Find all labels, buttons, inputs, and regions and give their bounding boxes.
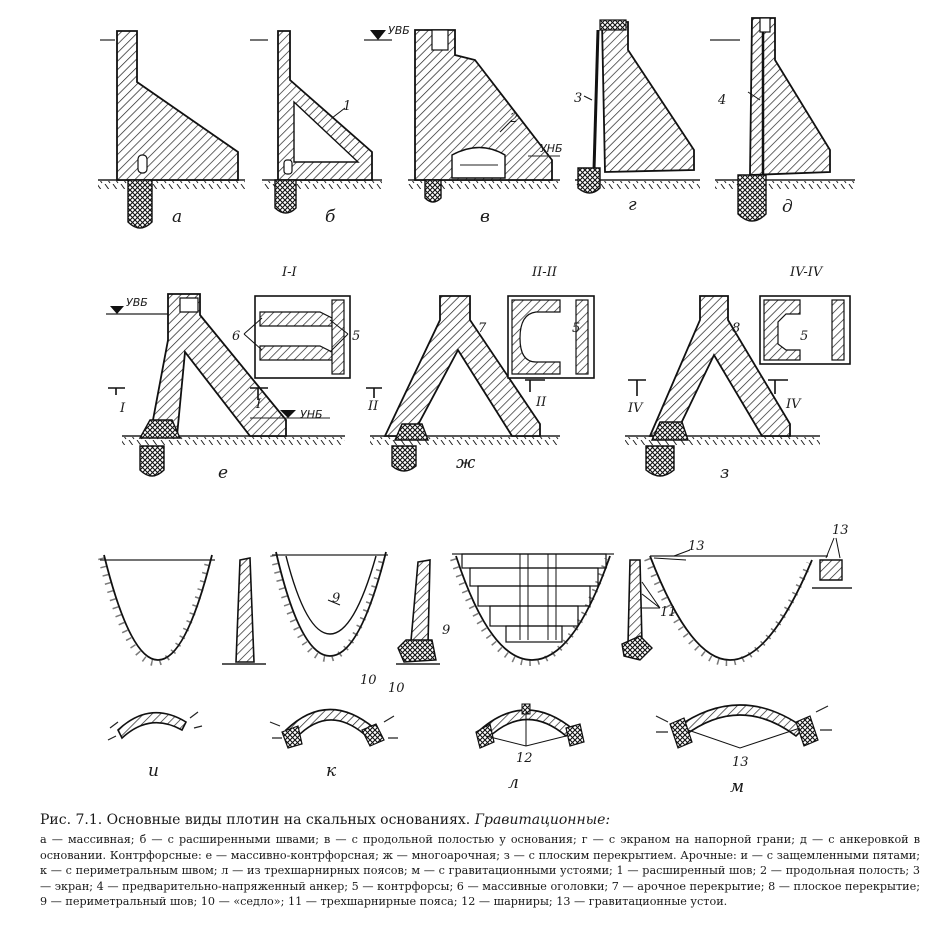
section-title-3: IV-IV xyxy=(790,265,823,280)
callout-7: 7 xyxy=(478,321,487,336)
dam-g xyxy=(574,20,700,215)
arch-k-elevation xyxy=(272,552,450,696)
callout-5b: 5 xyxy=(572,321,581,336)
callout-8: 8 xyxy=(732,321,741,336)
caption-title-text: Рис. 7.1. Основные виды плотин на скальных основаниях. xyxy=(40,812,471,828)
caption-title-italic: Гравитационные: xyxy=(474,812,611,828)
label-zh: ж xyxy=(456,453,476,473)
section-mark-e2: I xyxy=(256,397,262,412)
downstream-level-e: УНБ xyxy=(300,408,323,421)
section-title-2: II-II xyxy=(532,265,557,280)
callout-3: 3 xyxy=(574,91,583,106)
dam-b xyxy=(250,31,382,227)
label-g: г xyxy=(628,195,637,215)
callout-9a: 9 xyxy=(332,591,341,606)
arch-l-plan xyxy=(476,704,584,793)
callout-5a: 5 xyxy=(352,329,361,344)
arch-k-plan xyxy=(270,709,398,781)
callout-10b: 10 xyxy=(388,681,405,696)
callout-13b: 13 xyxy=(832,523,849,538)
dam-zh xyxy=(366,265,594,473)
upstream-level-v: УВБ xyxy=(388,24,410,37)
arch-i-elevation xyxy=(100,555,266,664)
callout-9b: 9 xyxy=(442,623,451,638)
label-z: з xyxy=(720,463,730,483)
callout-6: 6 xyxy=(232,329,241,344)
caption-title xyxy=(40,812,920,828)
label-m: м xyxy=(730,777,745,797)
dam-d xyxy=(710,18,855,221)
callout-13c: 13 xyxy=(732,755,749,770)
section-mark-zh2: II xyxy=(536,395,547,410)
label-l: л xyxy=(508,773,519,793)
section-mark-e: I xyxy=(120,401,126,416)
upstream-level-e: УВБ xyxy=(126,296,148,309)
label-a: а xyxy=(172,207,183,227)
dam-a xyxy=(98,31,245,228)
section-mark-zh: II xyxy=(368,399,379,414)
caption-body: а — массивная; б — с расширенными швами; в — с продольной полостью у основания; г — с экраном на напорной грани; д — с анкеровкой в основании. Контрфорсные: е — массивно-контрфорсная; ж — многоарочная; з — с плоским перекрытием. Арочные: и — с защемленными пятами; к — с периметральным швом; л — из трехшарнирных поясов; м — с гравитационными устоями; 1 — расширенный шов; 2 — продольная полость; 3 — экран; 4 — предварительно-напряженный анкер; 5 — контрфорсы; 6 — массивные оголовки; 7 — арочное перекрытие; 8 — плоское перекрытие; 9 — периметральный шов; 10 — «седло»; 11 — трехшарнирные пояса; 12 — шарниры; 13 — гравитационные устои. xyxy=(40,833,920,908)
dam-e xyxy=(106,265,360,483)
arch-m-plan xyxy=(656,705,832,797)
section-mark-z2: IV xyxy=(786,397,801,412)
callout-13a: 13 xyxy=(688,539,705,554)
label-k: к xyxy=(326,761,337,781)
arch-i-plan xyxy=(108,712,202,781)
section-title-1: I-I xyxy=(282,265,297,280)
downstream-level-v: УНБ xyxy=(540,142,563,155)
callout-11: 11 xyxy=(660,605,677,620)
label-e: е xyxy=(218,463,229,483)
arch-l-elevation xyxy=(452,554,677,663)
label-b: б xyxy=(325,207,336,227)
callout-2: 2 xyxy=(510,111,519,126)
callout-1: 1 xyxy=(343,99,352,114)
label-i: и xyxy=(148,761,159,781)
callout-4: 4 xyxy=(718,93,727,108)
arch-m-elevation xyxy=(647,523,852,663)
callout-5c: 5 xyxy=(800,329,809,344)
callout-12: 12 xyxy=(516,751,533,766)
callout-10a: 10 xyxy=(360,673,377,688)
section-mark-z: IV xyxy=(628,401,643,416)
figure-caption xyxy=(40,812,920,910)
dam-z xyxy=(625,265,850,483)
label-v: в xyxy=(480,207,490,227)
label-d: д xyxy=(782,197,793,217)
dam-v xyxy=(364,24,563,227)
